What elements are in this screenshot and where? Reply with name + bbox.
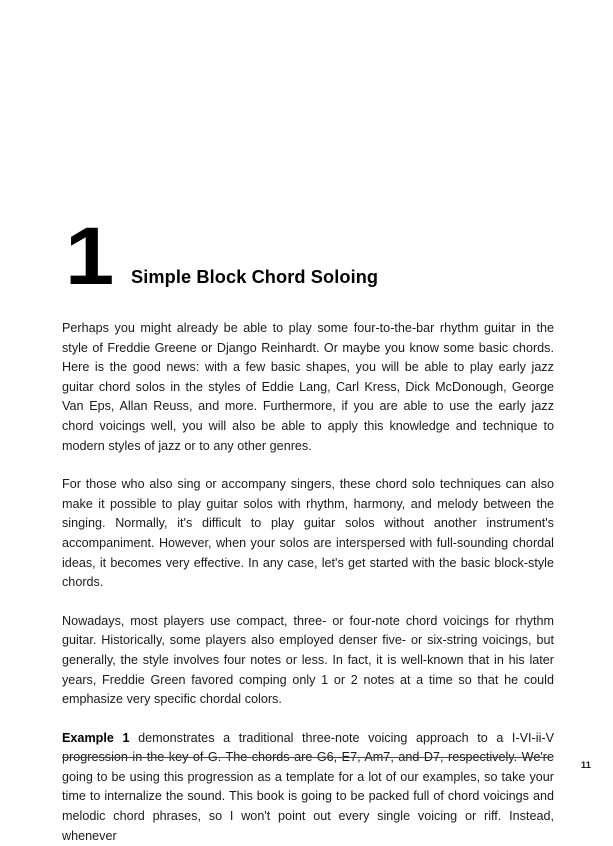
paragraph bbox=[62, 475, 554, 593]
page-number: 11 bbox=[580, 760, 591, 771]
paragraph-text: For those who also sing or accompany singers, these chord solo techniques can also make it possible to play guitar solos with rhythm, harmony, and melody between the singing. Normally, it's difficult to play guitar solos without another instrument's accompaniment. However, when your solos are interspersed with full-sounding chordal ideas, it becomes very effective. In any case, let's get started with the basic block-style chords. bbox=[62, 477, 554, 590]
page-title: Simple Block Chord Soloing bbox=[131, 267, 379, 287]
body-text bbox=[62, 319, 554, 846]
paragraph bbox=[62, 612, 554, 710]
paragraph-text: Perhaps you might already be able to play some four-to-the-bar rhythm guitar in the style of Freddie Greene or Django Reinhardt. Or maybe you know some basic chords. Here is the good news: with a few basic shapes, you will be able to play early jazz guitar chord solos in the styles of Eddie Lang, Carl Kress, Dick McDonough, George Van Eps, Allan Reuss, and more. Furthermore, if you are able to use the early jazz chord voicings well, you will also be able to apply this knowledge and technique to modern styles of jazz or to any other genres. bbox=[62, 321, 554, 453]
example-label: Example 1 bbox=[62, 730, 130, 745]
footer-divider bbox=[62, 757, 551, 758]
paragraph-text: Nowadays, most players use compact, three- or four-note chord voicings for rhythm guitar. Historically, some players also employed denser five- or six-string voicings, but generally, the style involves four notes or less. In fact, it is well-known that in his later years, Freddie Green favored comping only 1 or 2 notes at a time so that he could emphasize very specific chordal colors. bbox=[62, 613, 554, 707]
paragraph bbox=[62, 319, 554, 456]
chapter-heading bbox=[62, 211, 554, 308]
chapter-number: 1 bbox=[65, 211, 113, 302]
paragraph-text: demonstrates a traditional three-note voicing approach to a I-VI-ii-V progression in the key of G. The chords are G6, E7, Am7, and D7, respectively. We're going to be using this progression as a template for a lot of our examples, so take your time to internalize the sound. This book is going to be packed full of chord voicings and melodic chord phrases, so I won't point out every single voicing or riff. Instead, whenever bbox=[62, 730, 554, 843]
paragraph-example-reference bbox=[62, 729, 554, 846]
